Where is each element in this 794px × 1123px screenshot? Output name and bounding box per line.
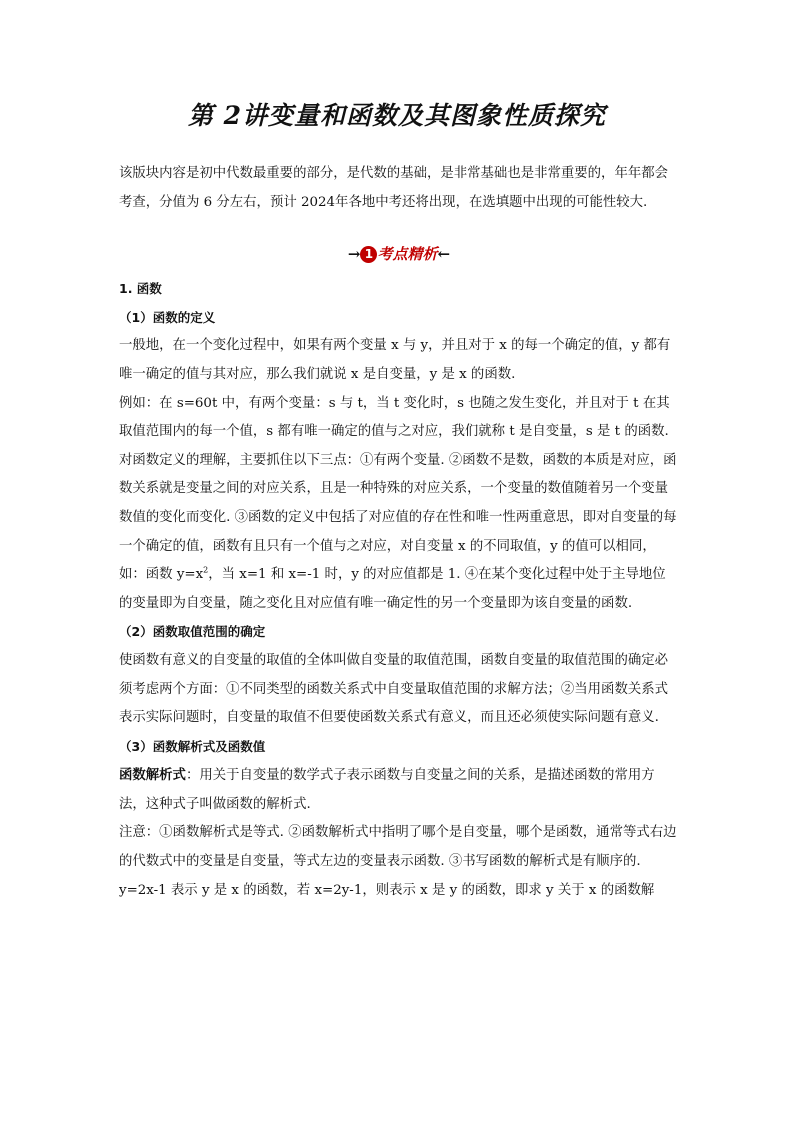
expression-paragraph (119, 761, 679, 819)
intro-paragraph: 该版块内容是初中代数最重要的部分，是代数的基础，是非常基础也是非常重要的，年年都会考查，分值为 6 分左右，预计 2024年各地中考还将出现，在选填题中出现的可能性较大. (119, 166, 669, 210)
understanding-paragraph (119, 447, 679, 619)
arrow-left-icon: ← (437, 245, 451, 264)
section-label: 考点精析 (377, 245, 438, 264)
arrow-right-icon: → (347, 245, 361, 264)
section-number-badge: 1 (360, 246, 377, 263)
subheading-expression: （3）函数解析式及函数值 (119, 738, 266, 754)
heading-functions: 1. 函数 (119, 281, 162, 297)
subheading-domain: （2）函数取值范围的确定 (119, 624, 266, 640)
understanding-text-a: 对函数定义的理解，主要抓住以下三点：①有两个变量. ②函数不是数，函数的本质是对应，函数关系就是变量之间的对应关系，且是一种特殊的对应关系，一个变量的数值随着另一个变量数值的变化而变化. ③函数的定义中包括了对应值的存在性和唯一性两重意思，即对自变量的每一个确定的值，函数有且只有一个值与之对应，对自变量 x 的不同取值，y 的值可以相同，如：函数 y=x (119, 452, 677, 583)
understanding-text-b: ，当 x=1 和 x=-1 时，y 的对应值都是 1. ④在某个变化过程中处于主导地位的变量即为自变量，随之变化且对应值有唯一确定性的另一个变量即为该自变量的函数. (119, 567, 666, 611)
definition-paragraph: 一般地，在一个变化过程中，如果有两个变量 x 与 y，并且对于 x 的每一个确定的值，y 都有唯一确定的值与其对应，那么我们就说 x 是自变量，y 是 x 的函数. (119, 338, 671, 382)
section-header (119, 239, 679, 269)
term-expression: 函数解析式 (119, 767, 186, 784)
document-body (119, 160, 679, 905)
subheading-definition: （1）函数的定义 (119, 309, 216, 325)
expression-definition-text: ：用关于自变量的数学式子表示函数与自变量之间的关系，是描述函数的常用方法，这种式子叫做函数的解析式. (119, 768, 655, 812)
domain-paragraph: 使函数有意义的自变量的取值的全体叫做自变量的取值范围，函数自变量的取值范围的确定必须考虑两个方面：①不同类型的函数关系式中自变量取值范围的求解方法；②当用函数关系式表示实际问题时，自变量的取值不但要使函数关系式有意义，而且还必须使实际问题有意义. (119, 652, 669, 726)
note-paragraph: 注意：①函数解析式是等式. ②函数解析式中指明了哪个是自变量，哪个是函数，通常等式右边的代数式中的变量是自变量，等式左边的变量表示函数. ③书写函数的解析式是有顺序的. y=2x-1 表示 y 是 x 的函数，若 x=2y-1，则表示 x 是 y 的函数，即求 y 关于 x 的函数解 (119, 825, 677, 898)
superscript-exponent: 2 (203, 565, 209, 575)
example-paragraph: 例如：在 s=60t 中，有两个变量：s 与 t，当 t 变化时，s 也随之发生变化，并且对于 t 在其取值范围内的每一个值，s 都有唯一确定的值与之对应，我们就称 t 是自变量，s 是 t 的函数. (119, 395, 670, 440)
page-title: 第 2讲变量和函数及其图象性质探究 (187, 101, 607, 130)
